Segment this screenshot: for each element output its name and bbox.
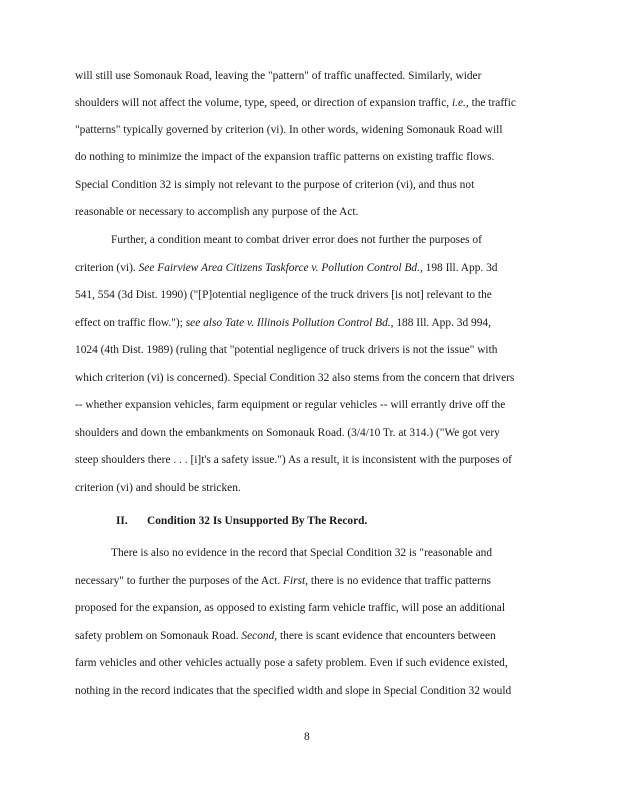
section-heading: Condition 32 Is Unsupported By The Record. [147, 515, 368, 527]
paragraph-3-line-1: There is also no evidence in the record that Special Condition 32 is "reasonable and [111, 547, 493, 559]
paragraph-2-line-6: which criterion (vi) is concerned). Special Condition 32 also stems from the concern that drivers [75, 372, 515, 384]
case-citation: see also Tate v. Illinois Pollution Control Bd. [185, 317, 391, 329]
paragraph-1-line-1: will still use Somonauk Road, leaving the "pattern" of traffic unaffected. Similarly, wider [75, 70, 482, 82]
italic-text-run: Second, [241, 630, 278, 642]
paragraph-2-line-1: Further, a condition meant to combat driver error does not further the purposes of [111, 234, 482, 246]
italic-text-run: i.e. [451, 97, 466, 109]
paragraph-2-line-4 [75, 316, 491, 330]
text-run: safety problem on Somonauk Road. [75, 630, 242, 642]
paragraph-2-line-9: steep shoulders there . . . [i]t's a safety issue.") As a result, it is inconsistent with the purposes of [75, 454, 512, 466]
paragraph-1-line-3: "patterns" typically governed by criterion (vi). In other words, widening Somonauk Road will [75, 124, 503, 136]
paragraph-2-line-10: criterion (vi) and should be stricken. [75, 482, 241, 494]
paragraph-1-line-5: Special Condition 32 is simply not relevant to the purpose of criterion (vi), and thus not [75, 179, 475, 191]
paragraph-1-line-6: reasonable or necessary to accomplish any purpose of the Act. [75, 206, 359, 218]
paragraph-2-line-3: 541, 554 (3d Dist. 1990) ("[P]otential negligence of the truck drivers [is not] relevant to the [75, 289, 492, 301]
paragraph-3-line-5: farm vehicles and other vehicles actually pose a safety problem. Even if such evidence existed, [75, 657, 508, 669]
text-run: shoulders will not affect the volume, type, speed, or direction of expansion traffic, [75, 97, 452, 109]
text-run: there is scant evidence that encounters between [277, 630, 496, 642]
text-run: , the traffic [465, 97, 516, 109]
paragraph-3-line-6: nothing in the record indicates that the specified width and slope in Special Condition 32 would [75, 685, 512, 697]
section-number: II. [116, 515, 128, 527]
text-run: , 198 Ill. App. 3d [419, 262, 498, 274]
italic-text-run: First, [283, 575, 309, 587]
text-run: necessary" to further the purposes of the Act. [75, 575, 284, 587]
text-run: effect on traffic flow."); [75, 317, 186, 329]
paragraph-2-line-7: -- whether expansion vehicles, farm equipment or regular vehicles -- will errantly drive off the [75, 399, 506, 411]
text-run: there is no evidence that traffic patterns [308, 575, 491, 587]
paragraph-2-line-8: shoulders and down the embankments on Somonauk Road. (3/4/10 Tr. at 314.) ("We got very [75, 427, 500, 439]
case-citation: See Fairview Area Citizens Taskforce v. Pollution Control Bd. [138, 262, 420, 274]
paragraph-1-line-2 [75, 96, 516, 110]
paragraph-3-line-4 [75, 629, 496, 643]
text-run: , 188 Ill. App. 3d 994, [390, 317, 491, 329]
paragraph-2-line-5: 1024 (4th Dist. 1989) (ruling that "potential negligence of truck drivers is not the issue" with [75, 344, 498, 356]
paragraph-1-line-4: do nothing to minimize the impact of the expansion traffic patterns on existing traffic flows. [75, 151, 495, 163]
paragraph-2-line-2 [75, 261, 497, 275]
page-number: 8 [304, 731, 310, 743]
paragraph-3-line-3: proposed for the expansion, as opposed to existing farm vehicle traffic, will pose an additional [75, 602, 505, 614]
paragraph-3-line-2 [75, 574, 491, 588]
text-run: criterion (vi). [75, 262, 139, 274]
